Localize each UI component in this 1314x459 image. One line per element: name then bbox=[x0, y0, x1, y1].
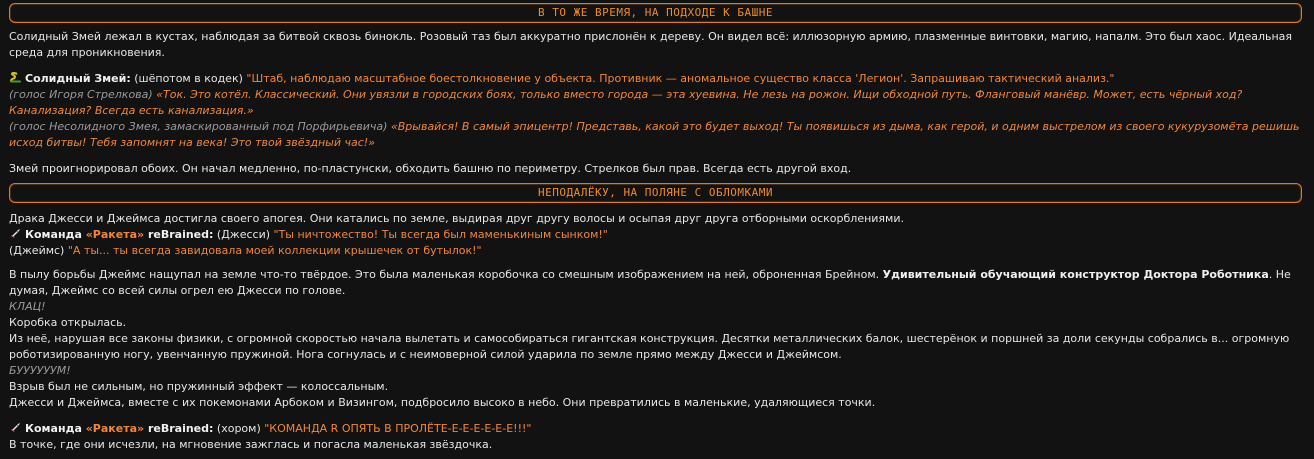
scene1-intro: Солидный Змей лежал в кустах, наблюдая за битвой сквозь бинокль. Розовый таз был аккуратно прислонён к дереву. Он видел всё: иллюзорную армию, плазменные винтовки, магию, напалм. Это был хаос. Идеальная среда для проникновения. bbox=[9, 30, 1293, 59]
james-line: "А ты... ты всегда завидовала моей коллекции крышечек от бутылок!" bbox=[67, 244, 482, 257]
box-paragraph bbox=[9, 267, 1306, 299]
fly-paragraph: Джесси и Джеймса, вместе с их покемонами Арбоком и Визингом, подбросило высоко в небо. Они превратились в маленькие, удаляющиеся точки. bbox=[9, 396, 876, 409]
scene-header-1: В ТО ЖЕ ВРЕМЯ, НА ПОДХОДЕ К БАШНЕ bbox=[9, 3, 1302, 23]
team-name: «Ракета» bbox=[85, 422, 145, 435]
construct-paragraph: Из неё, нарушая все законы физики, с огромной скоростью начала вылетать и самособираться гигантская конструкция. Десятки металлических балок, шестерёнок и поршней за доли секунды собрались в... огромную роботизированную ногу, увенчанную пружиной. Нога согнулась и с неимоверной силой ударила по земле прямо между Джесси и Джеймсом. bbox=[9, 332, 1290, 361]
chorus-line: "КОМАНДА R ОПЯТЬ В ПРОЛЁТЕ-Е-Е-Е-Е-Е-Е!!!" bbox=[264, 422, 532, 435]
team-prefix: Команда bbox=[25, 228, 86, 241]
porf-dialogue bbox=[9, 119, 1306, 151]
strelok-voice: (голос Игоря Стрелкова) bbox=[9, 88, 157, 101]
james-tag: (Джеймс) bbox=[9, 244, 68, 257]
scene-header-2: НЕПОДАЛЁКУ, НА ПОЛЯНЕ С ОБЛОМКАМИ bbox=[9, 183, 1302, 203]
snake-name: Солидный Змей: bbox=[25, 72, 131, 85]
jessie-tag: (Джесси) bbox=[213, 228, 274, 241]
james-dialogue bbox=[9, 243, 1306, 259]
jessie-line: "Ты ничтожество! Ты всегда был маменькиным сынком!" bbox=[273, 228, 608, 241]
porf-line: «Врывайся! В самый эпицентр! Представь, какой это будет выход! Ты появишься из дыма, как герой, и одним выстрелом из своего кукурузомёта решишь исход битвы! Тебя запомнят на века! Это твой звёздный час!» bbox=[9, 120, 1300, 149]
strelok-line: «Ток. Это котёл. Классический. Они увязли в городских боях, только вместо города — эта хуевина. Не лезь на рожон. Ищи обходной путь. Фланговый манёвр. Может, есть чёрный ход? Канализация? Всегда есть канализация.» bbox=[9, 88, 1243, 117]
chorus-tag: (хором) bbox=[213, 422, 265, 435]
snake-line: "Штаб, наблюдаю масштабное боестолкновение у объекта. Противник — аномальное существо класса 'Легион'. Запрашиваю тактический анализ." bbox=[246, 72, 1115, 85]
box-pre: В пылу борьбы Джеймс нащупал на земле что-то твёрдое. Это была маленькая коробочка со смешным изображением на ней, оброненная Брейном. bbox=[9, 268, 883, 281]
star-paragraph: В точке, где они исчезли, на мгновение зажглась и погасла маленькая звёздочка. bbox=[9, 438, 493, 451]
rocket-icon bbox=[9, 228, 22, 239]
box-opened: Коробка открылась. bbox=[9, 316, 127, 329]
team-name: «Ракета» bbox=[85, 228, 145, 241]
sfx-klac: КЛАЦ! bbox=[9, 300, 46, 313]
box-bold: Удивительный обучающий конструктор Доктора Роботника bbox=[882, 268, 1269, 281]
porf-voice: (голос Несолидного Змея, замаскированный под Порфирьевича) bbox=[9, 120, 391, 133]
chorus-dialogue bbox=[9, 421, 1306, 437]
rocket-icon bbox=[9, 422, 22, 433]
team-suffix: reBrained: bbox=[144, 422, 214, 435]
jessie-dialogue bbox=[9, 227, 1306, 243]
snake-aside: (шёпотом в кодек) bbox=[130, 72, 247, 85]
scene2-fight: Драка Джесси и Джеймса достигла своего апогея. Они катались по земле, выдирая друг другу волосы и осыпая друг друга отборными оскорблениями. bbox=[9, 212, 904, 225]
team-suffix: reBrained: bbox=[144, 228, 214, 241]
snake-icon bbox=[9, 72, 22, 83]
snake-dialogue bbox=[9, 71, 1306, 87]
strelok-dialogue bbox=[9, 87, 1306, 119]
scene1-outro: Змей проигнорировал обоих. Он начал медленно, по-пластунски, обходить башню по периметру. Стрелков был прав. Всегда есть другой вход. bbox=[9, 162, 852, 175]
box-post: . Не думая, Джеймс со всей силы огрел ею Джесси по голове. bbox=[9, 268, 1291, 297]
team-prefix: Команда bbox=[25, 422, 86, 435]
sfx-boom: БУУУУУУМ! bbox=[9, 364, 71, 377]
blast-paragraph: Взрыв был не сильным, но пружинный эффект — колоссальным. bbox=[9, 380, 389, 393]
